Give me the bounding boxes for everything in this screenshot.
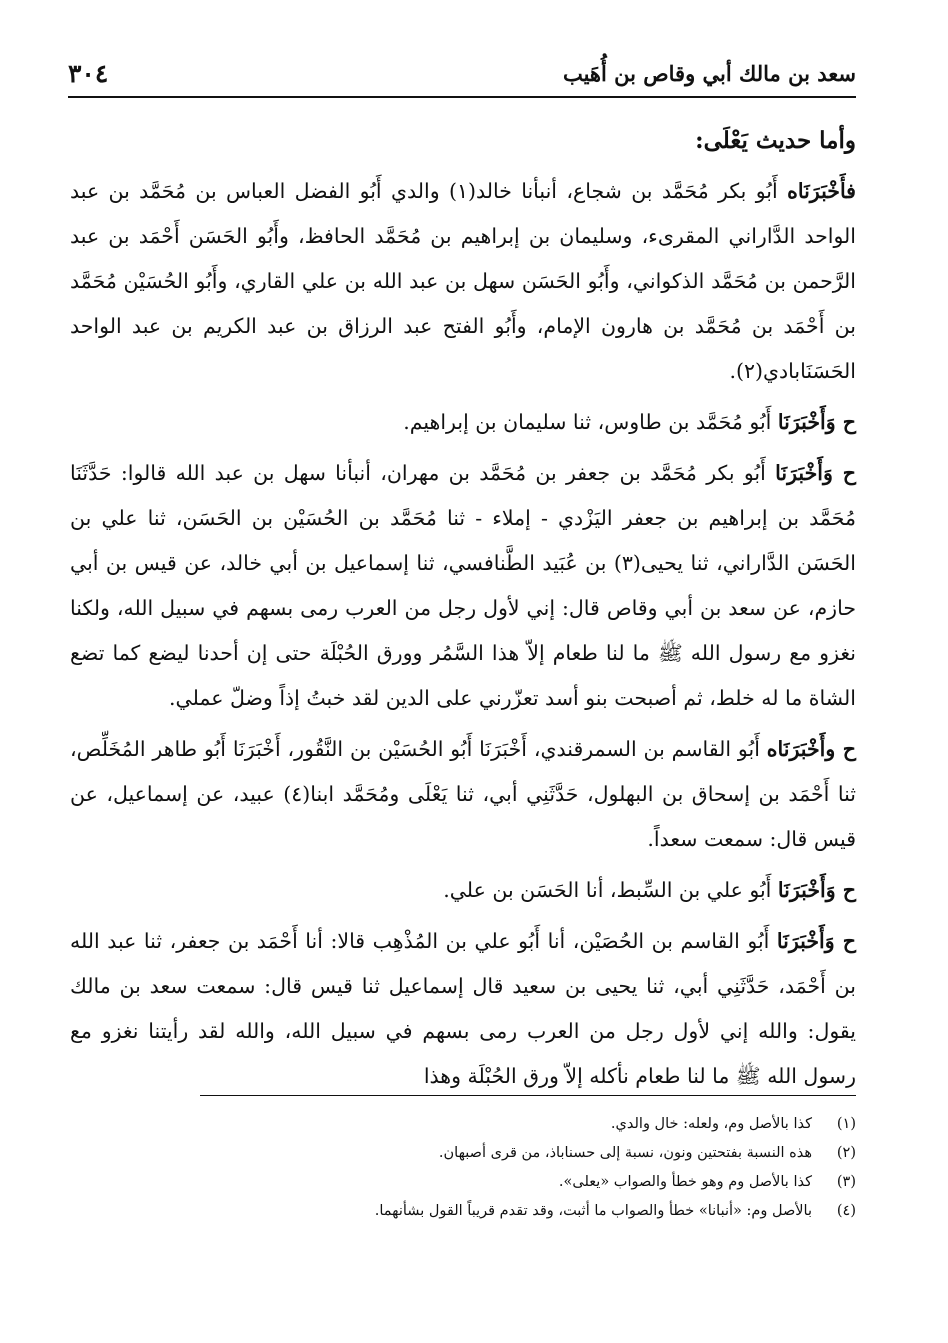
paragraph-text: أَبُو القاسم بن السمرقندي، أَخْبَرَنَا أَبُو الحُسَيْن بن النَّقُور، أَخْبَرَنَا أَبُو طاهر المُخَلِّص، ثنا أَحْمَد بن إسحاق بن البهلول، حَدَّثَنِي أبي، ثنا يَعْلَى ومُحَمَّد ابنا(٤) عبيد، عن إسماعيل، عن قيس قال: سمعت سعداً. [70, 737, 856, 851]
footnotes [200, 1095, 856, 1226]
footnote-text: كذا بالأصل وم، ولعله: خال والدي. [610, 1116, 812, 1132]
paragraph-lead: ح وَأَخْبَرَنَا [775, 461, 856, 485]
footnote-4 [200, 1197, 856, 1226]
paragraph-1 [70, 169, 856, 394]
page-number: ٣٠٤ [68, 58, 109, 88]
running-title: سعد بن مالك أبي وقاص بن أُهَيب [562, 60, 856, 86]
footnote-number: (٤) [836, 1203, 856, 1219]
footnote-number: (٢) [836, 1145, 856, 1161]
paragraph-5 [70, 868, 856, 913]
footnote-2 [200, 1139, 856, 1168]
footnote-1 [200, 1110, 856, 1139]
footnote-number: (١) [836, 1116, 856, 1132]
paragraph-text: أَبُو علي بن السِّبط، أنا الحَسَن بن علي. [443, 878, 772, 902]
paragraph-lead: ح وَأَخْبَرَنَا [776, 929, 856, 953]
footnote-3 [200, 1168, 856, 1197]
paragraph-2 [70, 400, 856, 445]
paragraph-lead: ح وَأَخْبَرَنَا [777, 878, 856, 902]
paragraph-6 [70, 919, 856, 1099]
footnote-text: هذه النسبة بفتحتين ونون، نسبة إلى حسناباذ، من قرى أصبهان. [438, 1145, 812, 1161]
footnote-text: بالأصل وم: «أنبانا» خطأ والصواب ما أثبت، وقد تقدم قريباً القول بشأنهما. [374, 1203, 812, 1219]
paragraph-text: أَبُو بكر مُحَمَّد بن شجاع، أنبأنا خالد(١) والدي أَبُو الفضل العباس بن مُحَمَّد بن عبد الواحد الدَّاراني المقرىء، وسليمان بن إبراهيم بن مُحَمَّد الحافظ، وأَبُو الحَسَن أَحْمَد بن عبد الرَّحمن بن مُحَمَّد الذكواني، وأَبُو الحَسَن سهل بن عبد الله بن علي القاري، وأَبُو الحُسَيْن مُحَمَّد بن أَحْمَد بن مُحَمَّد بن هارون الإمام، وأَبُو الفتح عبد الرزاق بن عبد الكريم بن عبد الواحد الحَسَنَابادي(٢). [70, 179, 856, 383]
paragraph-3 [70, 451, 856, 721]
paragraph-text: أَبُو بكر مُحَمَّد بن جعفر بن مُحَمَّد بن مهران، أنبأنا سهل بن عبد الله قالوا: حَدَّثَنَا مُحَمَّد بن إبراهيم بن جعفر اليَزْدي - إملاء - ثنا مُحَمَّد بن الحُسَيْن بن الحَسَن، ثنا علي بن الحَسَن الدَّاراني، ثنا يحيى(٣) بن عُبَيد الطَّنافسي، ثنا إسماعيل بن أبي خالد، عن قيس بن أبي حازم، عن سعد بن أبي وقاص قال: إني لأول رجل من العرب رمى بسهم في سبيل الله، ولكنا نغزو مع رسول الله ﷺ ما لنا طعام إلاّ هذا السَّمُر وورق الحُبْلَة حتى إن أحدنا ليضع كما تضع الشاة ما له خلط، ثم أصبحت بنو أسد تعزّرني على الدين لقد خبتُ إذاً وضلّ عملي. [70, 461, 856, 710]
paragraph-lead: فأَخْبَرَنَاه [787, 179, 856, 203]
main-text [70, 118, 856, 1099]
paragraph-lead: ح وَأَخْبَرَنَا [777, 410, 856, 434]
paragraph-4 [70, 727, 856, 862]
footnote-number: (٣) [836, 1174, 856, 1190]
section-heading: وأما حديث يَعْلَى: [695, 127, 856, 154]
page-header [68, 50, 856, 98]
paragraph-text: أَبُو القاسم بن الحُصَيْن، أنا أَبُو علي بن المُذْهِب قالا: أنا أَحْمَد بن جعفر، ثنا عبد الله بن أَحْمَد، حَدَّثَنِي أبي، ثنا يحيى بن سعيد قال إسماعيل ثنا قيس قال: سمعت سعد بن مالك يقول: والله إني لأول رجل من العرب رمى بسهم في سبيل الله، والله لقد رأيتنا نغزو مع رسول الله ﷺ ما لنا طعام نأكله إلاّ ورق الحُبْلَة وهذا [70, 929, 856, 1088]
paragraph-text: أَبُو مُحَمَّد بن طاوس، ثنا سليمان بن إبراهيم. [403, 410, 772, 434]
paragraph-lead: ح وأَخْبَرَنَاه [766, 737, 856, 761]
footnote-text: كذا بالأصل وم وهو خطأ والصواب «يعلى». [558, 1174, 812, 1190]
